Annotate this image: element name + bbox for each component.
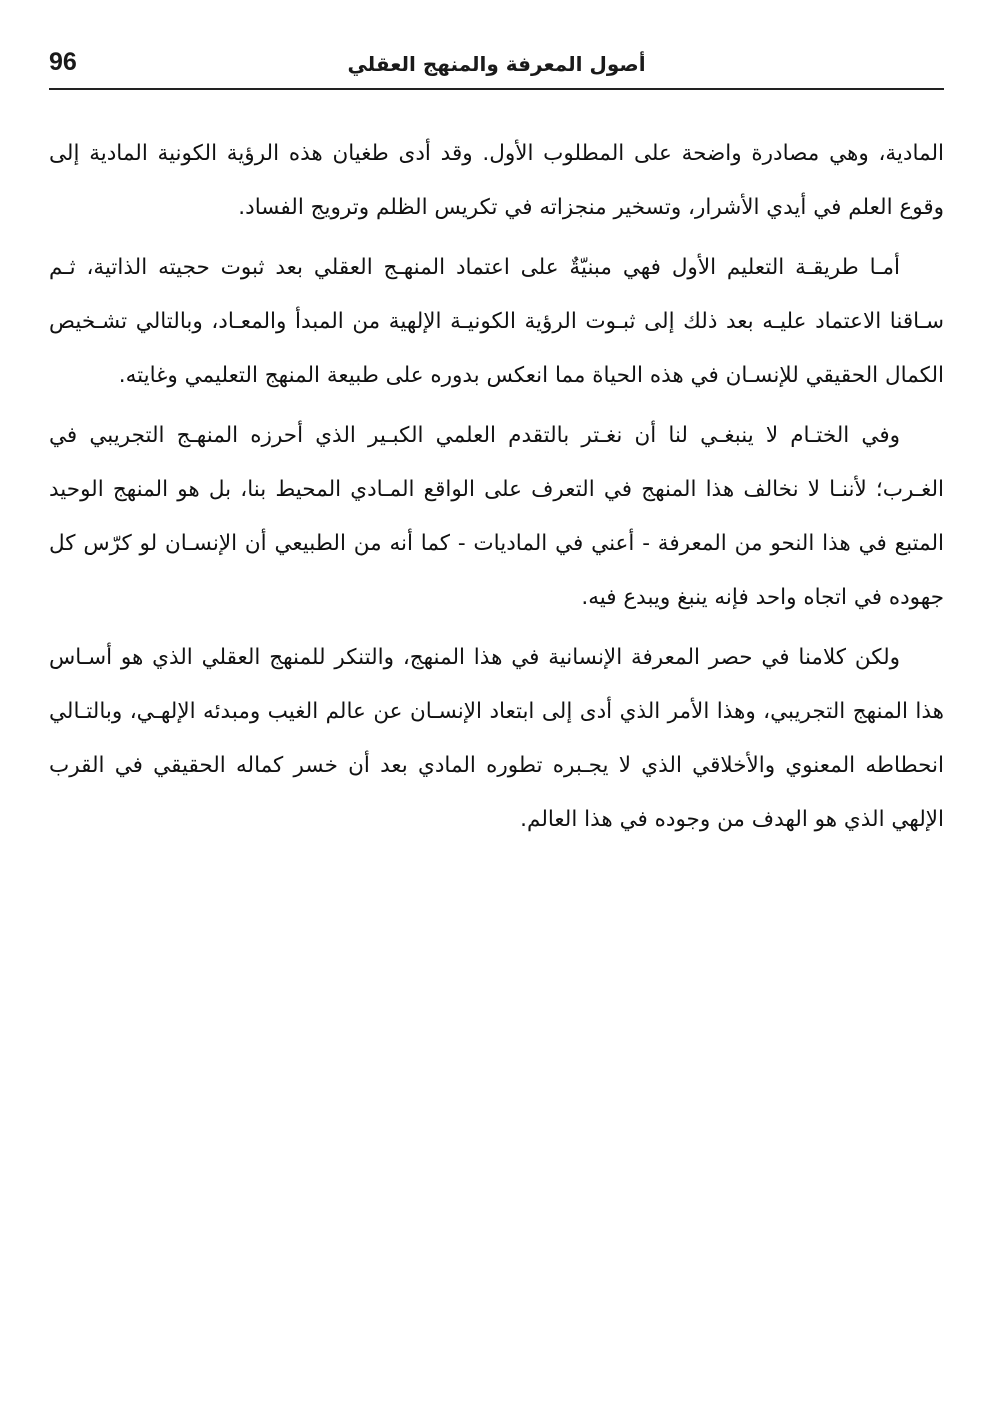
paragraph-4: ولكن كلامنا في حصر المعرفة الإنسانية في هذا المنهج، والتنكر للمنهج العقلي الذي هو أسـاس هذا المنهج التجريبي، وهذا الأمر الذي أدى إلى ابتعاد الإنسـان عن عالم الغيب ومبدئه الإلهـي، وبالتـالي انحطاطه المعنوي والأخلاقي الذي لا يجـبره تطوره المادي بعد أن خسر كماله الحقيقي في القرب الإلهي الذي هو الهدف من وجوده في هذا العالم. xyxy=(49,645,944,832)
page-header xyxy=(49,44,944,90)
paragraph-3: وفي الختـام لا ينبغـي لنا أن نغـتر بالتقدم العلمي الكبـير الذي أحرزه المنهـج التجريبي في الغـرب؛ لأننـا لا نخالف هذا المنهج في التعرف على الواقع المـادي المحيط بنا، بل هو المنهج الوحيد المتبع في هذا النحو من المعرفة - أعني في الماديات - كما أنه من الطبيعي أن الإنسـان لو كرّس كل جهوده في اتجاه واحد فإنه ينبغ ويبدع فيه. xyxy=(49,423,944,610)
running-title: أصول المعرفة والمنهج العقلي xyxy=(347,52,646,76)
page-number: 96 xyxy=(49,48,77,76)
paragraph-2: أمـا طريقـة التعليم الأول فهي مبنيّةٌ على اعتماد المنهـج العقلي بعد ثبوت حجيته الذاتية، ثـم سـاقنا الاعتماد عليـه بعد ذلك إلى ثبـوت الرؤية الكونيـة الإلهية من المبدأ والمعـاد، وبالتالي تشـخيص الكمال الحقيقي للإنسـان في هذه الحياة مما انعكس بدوره على طبيعة المنهج التعليمي وغايته. xyxy=(49,255,944,388)
paragraph-1: المادية، وهي مصادرة واضحة على المطلوب الأول. وقد أدى طغيان هذه الرؤية الكونية المادية إلى وقوع العلم في أيدي الأشرار، وتسخير منجزاته في تكريس الظلم وترويج الفساد. xyxy=(49,141,944,220)
body-text xyxy=(49,127,944,847)
